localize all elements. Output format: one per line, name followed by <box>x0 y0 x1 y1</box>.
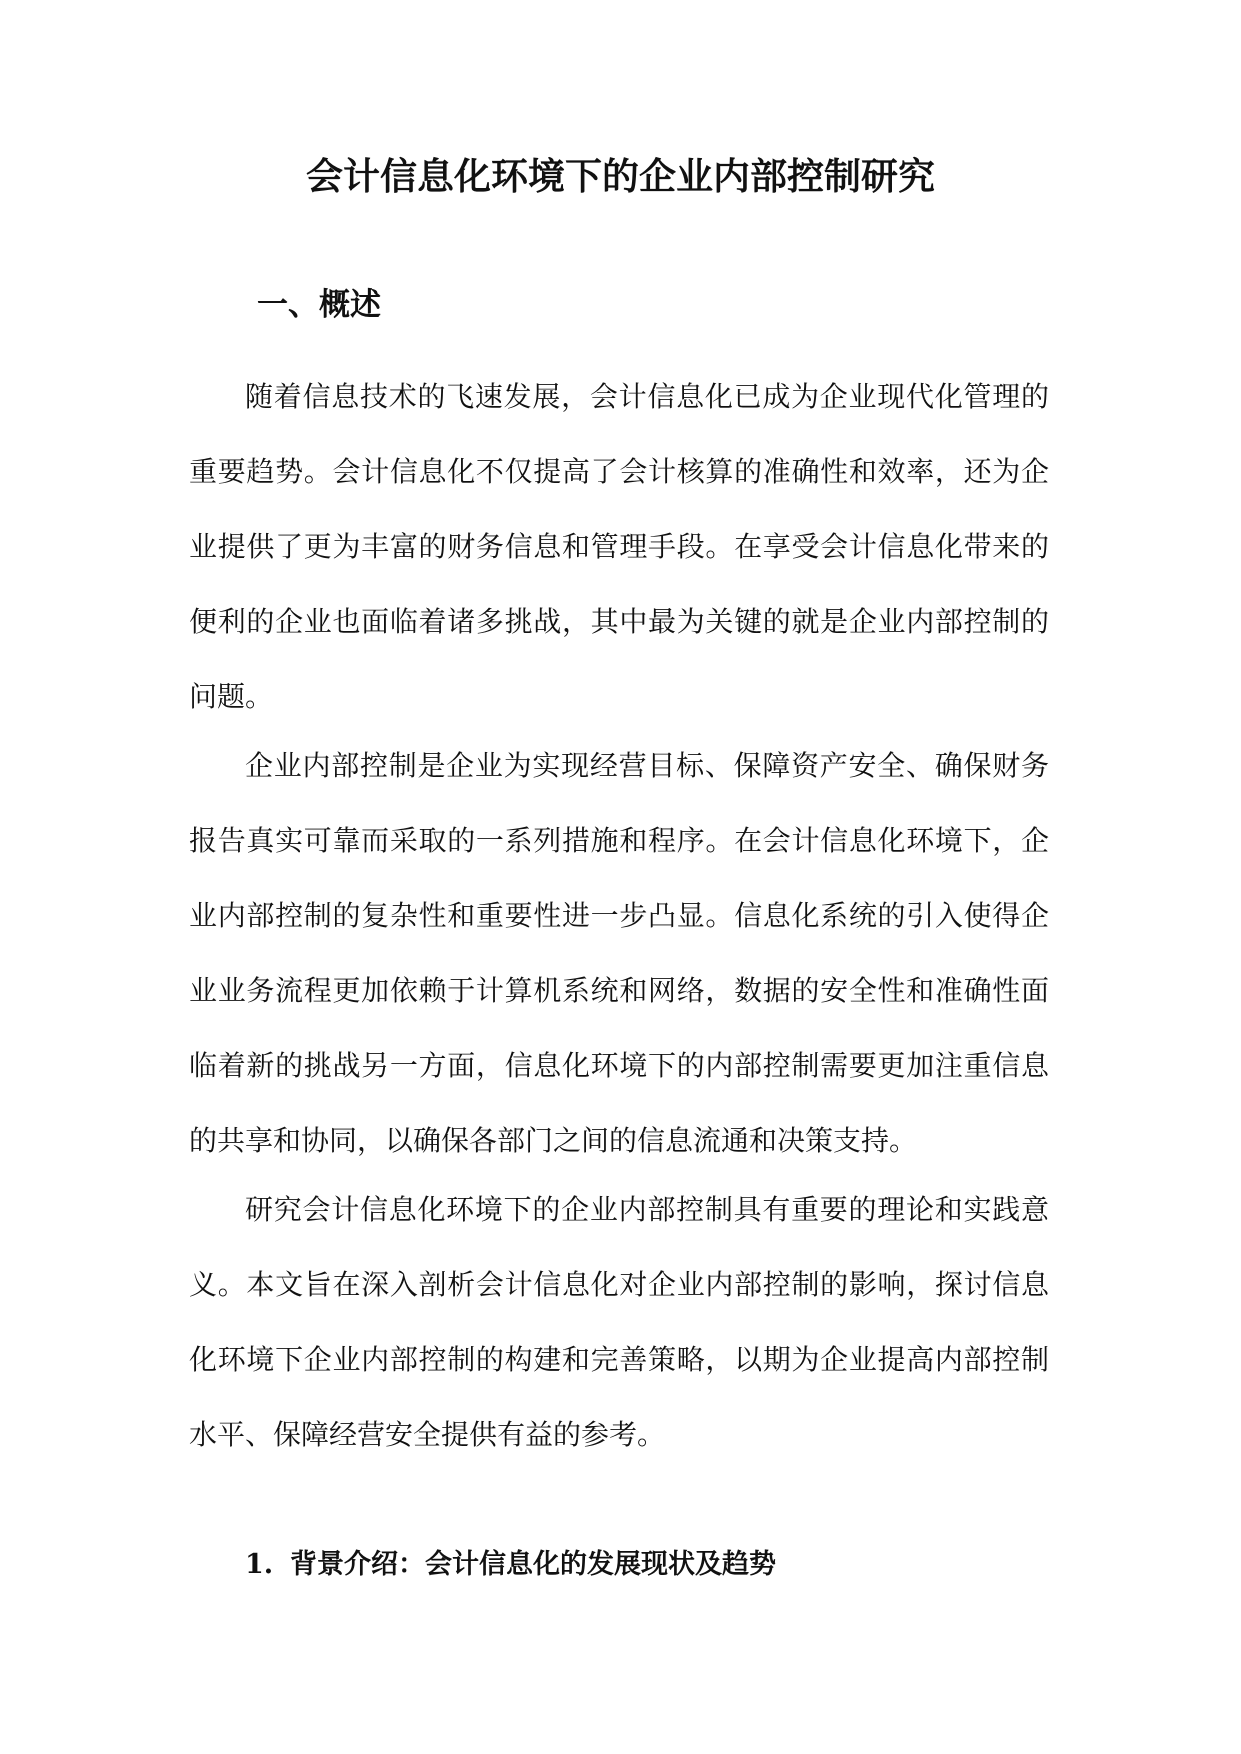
section-heading-overview: 一、概述 <box>257 287 381 323</box>
paragraph-1: 随着信息技术的飞速发展，会计信息化已成为企业现代化管理的重要趋势。会计信息化不仅提高了会计核算的准确性和效率，还为企业提供了更为丰富的财务信息和管理手段。在享受会计信息化带来的便利的企业也面临着诸多挑战，其中最为关键的就是企业内部控制的问题。 <box>189 380 1049 713</box>
paragraph-3: 研究会计信息化环境下的企业内部控制具有重要的理论和实践意义。本文旨在深入剖析会计信息化对企业内部控制的影响，探讨信息化环境下企业内部控制的构建和完善策略，以期为企业提高内部控制水平、保障经营安全提供有益的参考。 <box>189 1193 1049 1451</box>
subsection-number: 1. <box>245 1549 274 1580</box>
document-title: 会计信息化环境下的企业内部控制研究 <box>306 154 935 198</box>
subsection-heading-background <box>245 1545 776 1585</box>
subsection-title: 背景介绍：会计信息化的发展现状及趋势 <box>290 1549 776 1580</box>
paragraph-2: 企业内部控制是企业为实现经营目标、保障资产安全、确保财务报告真实可靠而采取的一系列措施和程序。在会计信息化环境下，企业内部控制的复杂性和重要性进一步凸显。信息化系统的引入使得企业业务流程更加依赖于计算机系统和网络，数据的安全性和准确性面临着新的挑战另一方面，信息化环境下的内部控制需要更加注重信息的共享和协同，以确保各部门之间的信息流通和决策支持。 <box>189 749 1049 1157</box>
